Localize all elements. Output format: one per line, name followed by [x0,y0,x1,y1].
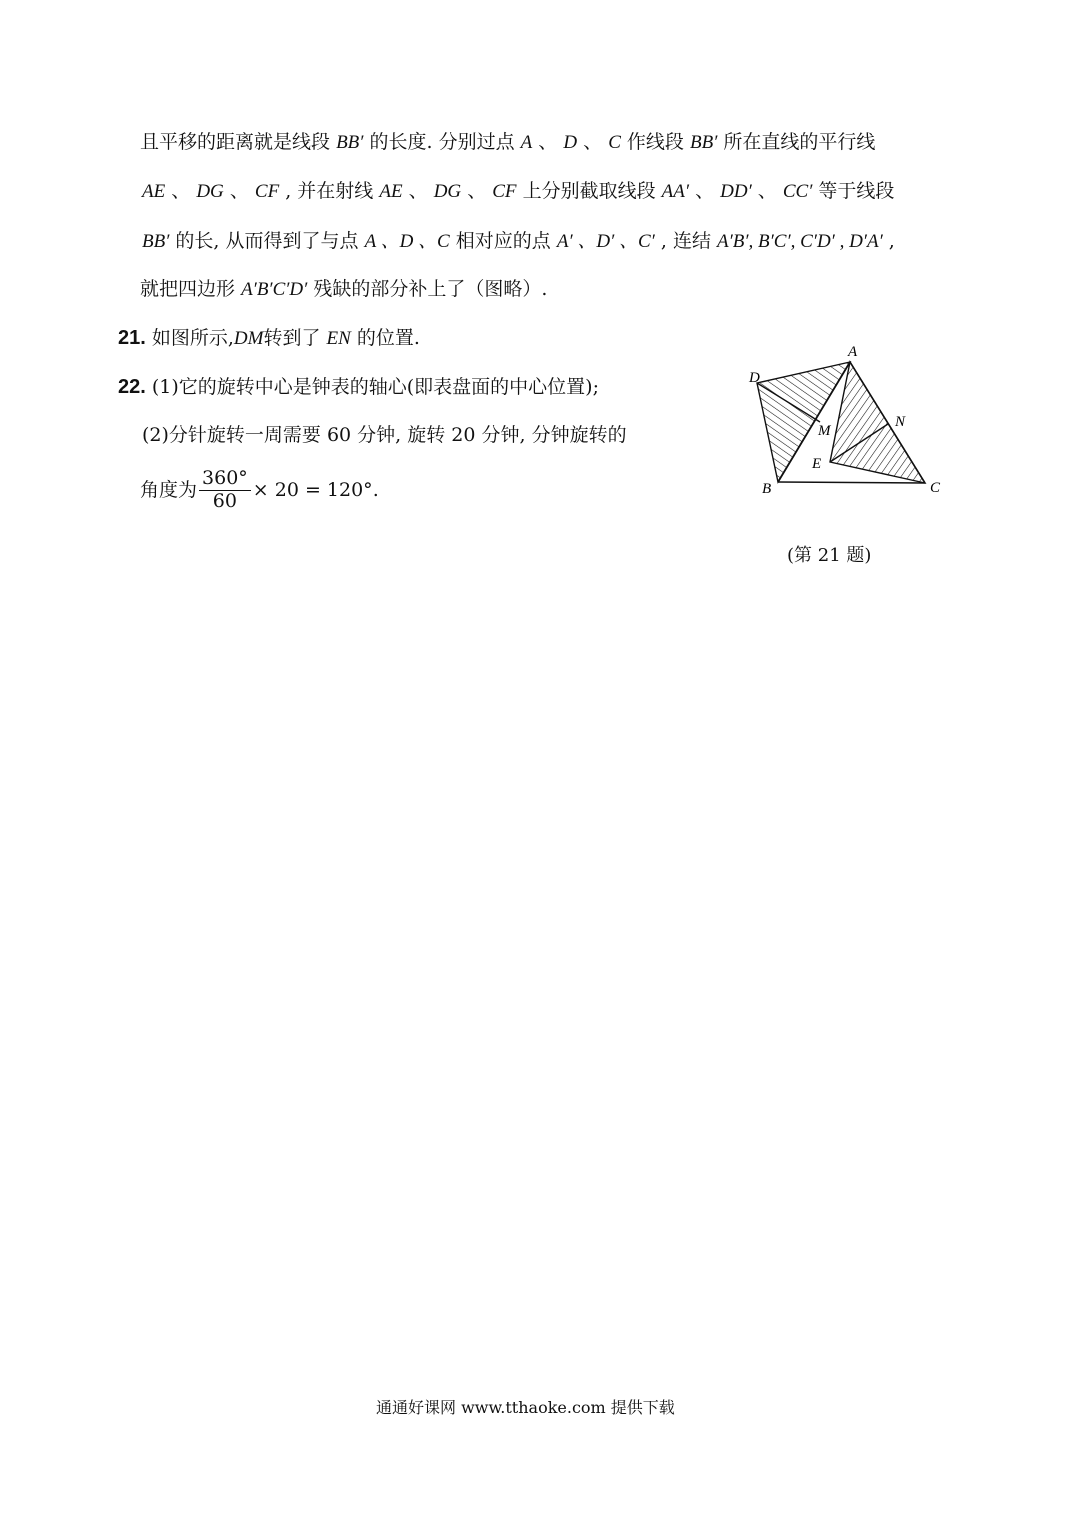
label-d: D [749,370,760,386]
p20-line-3: BB′ 的长, 从而得到了与点 A 、D 、C 相对应的点 A′ 、D′ 、C′ , 连结 A′B′, B′C′, C′D′ , D′A′ , [142,230,895,252]
p20-line-4: 就把四边形 A′B′C′D′ 残缺的部分补上了（图略）. [140,278,548,300]
triangle-ace [830,362,925,483]
label-e: E [812,456,822,472]
q22-line-2: (2)分针旋转一周需要 60 分钟, 旋转 20 分钟, 分钟旋转的 [142,424,627,446]
label-m: M [818,423,831,439]
q22-line-1: 22. (1)它的旋转中心是钟表的轴心(即表盘面的中心位置); [118,376,600,398]
label-a: A [848,344,858,360]
segment-bc [778,482,925,483]
footer-text: 通通好课网 www.tthaoke.com 提供下载 [376,1398,675,1417]
q21-number: 21. [118,327,146,349]
label-b: B [762,481,772,497]
q22-number: 22. [118,376,146,398]
geometry-figure [740,340,960,500]
label-c: C [930,480,941,496]
q21-line: 21. 如图所示,DM转到了 EN 的位置. [118,327,420,349]
q22-line-3: 角度为 $\frac{360^\circ}{60}$ × 20 = 120°. [140,467,379,512]
p20-line-2: AE 、 DG 、 CF , 并在射线 AE 、 DG 、 CF 上分别截取线段 AA′ 、 DD′ 、 CC′ 等于线段 [142,180,895,202]
figure-caption: (第 21 题) [787,545,872,566]
fraction: $\frac{360^\circ}{60}$ [199,468,251,513]
label-n: N [895,414,906,430]
p20-line-1: 且平移的距离就是线段 BB′ 的长度. 分别过点 A 、 D 、 C 作线段 BB′ 所在直线的平行线 [140,131,876,153]
